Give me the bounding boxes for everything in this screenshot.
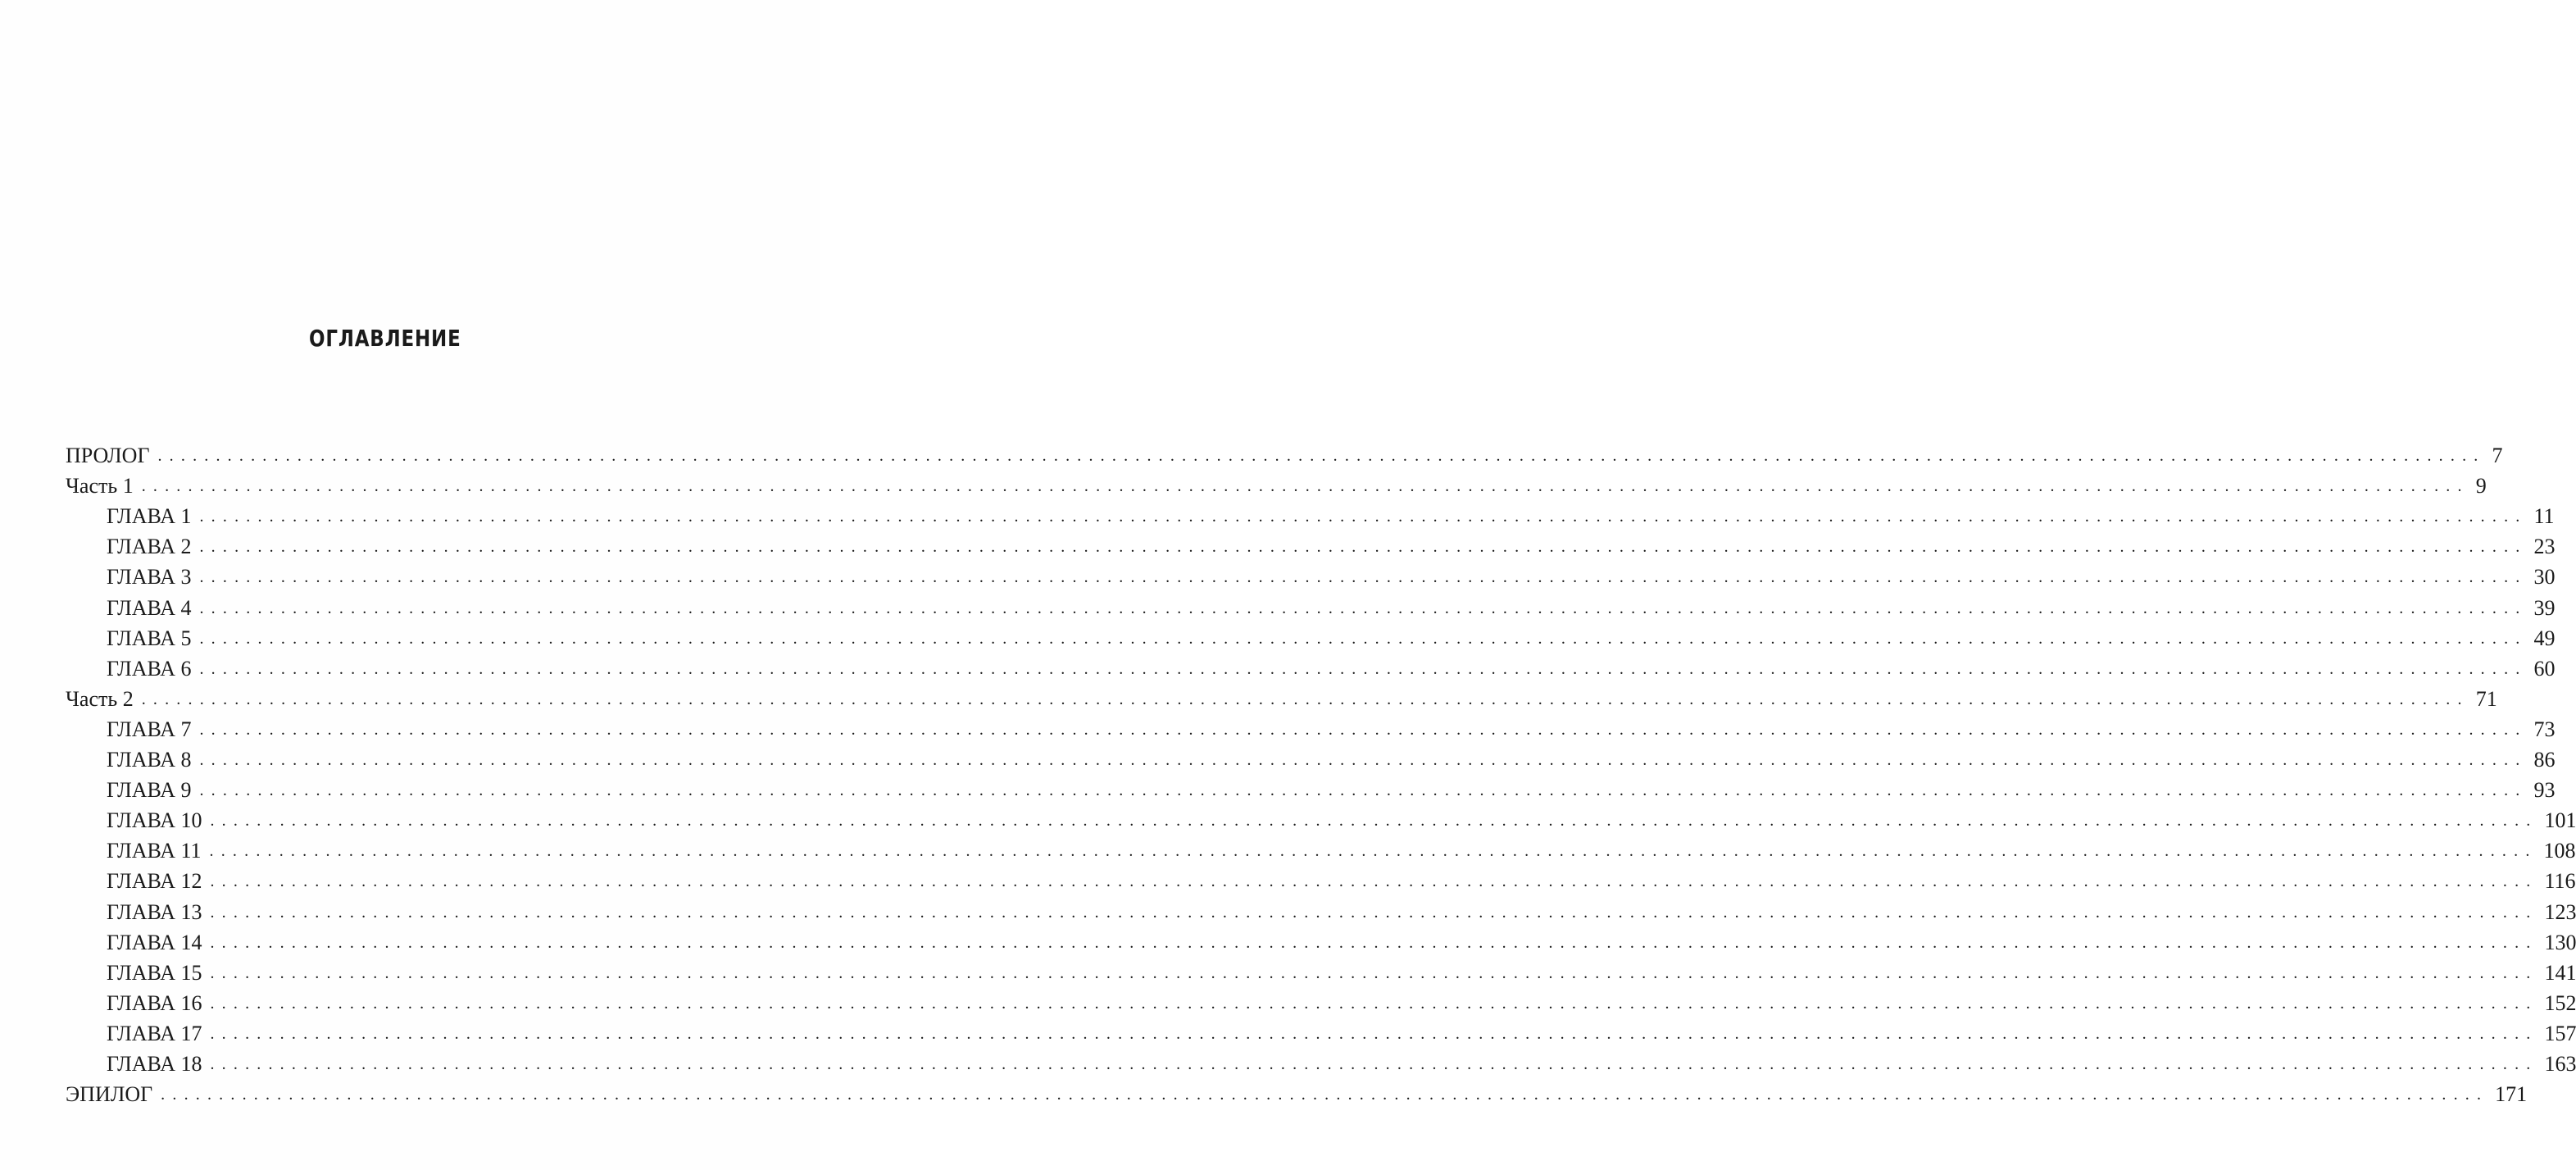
dot-leader: ........................................................................................................................................................................................................: [199, 781, 2528, 799]
toc-entry: [107, 776, 2556, 805]
toc-entry-page-number: 9: [2475, 474, 2487, 498]
toc-entry-page-number: 152: [2544, 991, 2576, 1015]
toc-entry: [66, 471, 2487, 501]
dot-leader: ........................................................................................................................................................................................................: [210, 995, 2538, 1013]
toc-entry-page-number: 157: [2544, 1022, 2576, 1045]
toc-entry-label: ГЛАВА 2: [107, 535, 192, 558]
dot-leader: ........................................................................................................................................................................................................: [199, 721, 2528, 739]
dot-leader: ........................................................................................................................................................................................................: [199, 599, 2528, 617]
dot-leader: ........................................................................................................................................................................................................: [209, 842, 2537, 860]
toc-entry-label: ГЛАВА 15: [107, 961, 202, 985]
toc-entry-page-number: 171: [2495, 1082, 2528, 1106]
dot-leader: ........................................................................................................................................................................................................: [199, 630, 2528, 648]
toc-entry: [107, 745, 2556, 775]
toc-entry: [66, 441, 2503, 471]
toc-entry-label: Часть 1: [66, 474, 134, 498]
dot-leader: ........................................................................................................................................................................................................: [141, 690, 2469, 708]
toc-entry-label: ГЛАВА 4: [107, 596, 192, 620]
toc-entry: [107, 836, 2576, 866]
toc-entry-label: ГЛАВА 3: [107, 565, 192, 589]
dot-leader: ........................................................................................................................................................................................................: [210, 934, 2538, 952]
toc-entry: [107, 867, 2576, 896]
toc-entry-label: ГЛАВА 7: [107, 717, 192, 741]
toc-entry: [107, 1049, 2576, 1079]
toc-entry-label: ПРОЛОГ: [66, 444, 150, 467]
toc-entry: [107, 532, 2556, 562]
dot-leader: ........................................................................................................................................................................................................: [210, 812, 2538, 830]
toc-entry: [107, 562, 2556, 592]
toc-entry: [107, 624, 2556, 653]
dot-leader: ........................................................................................................................................................................................................: [210, 1055, 2538, 1073]
toc-entry-label: ГЛАВА 11: [107, 839, 202, 863]
toc-entry: [107, 654, 2556, 684]
toc-entry-page-number: 93: [2533, 778, 2556, 802]
toc-entry-page-number: 71: [2475, 687, 2497, 711]
dot-leader: ........................................................................................................................................................................................................: [210, 904, 2538, 922]
toc-entry-page-number: 101: [2544, 808, 2576, 832]
toc-entry-label: ЭПИЛОГ: [66, 1082, 153, 1106]
toc-entry-page-number: 86: [2533, 748, 2556, 772]
toc-entry-page-number: 108: [2543, 839, 2576, 863]
dot-leader: ........................................................................................................................................................................................................: [199, 751, 2528, 769]
toc-entry-page-number: 163: [2544, 1052, 2576, 1076]
dot-leader: ........................................................................................................................................................................................................: [210, 872, 2538, 890]
toc-entry-page-number: 130: [2544, 931, 2576, 954]
toc-entry-page-number: 49: [2533, 626, 2556, 650]
toc-entry-page-number: 11: [2533, 504, 2555, 528]
toc-entry: [66, 1080, 2528, 1109]
dot-leader: ........................................................................................................................................................................................................: [161, 1086, 2489, 1104]
dot-leader: ........................................................................................................................................................................................................: [210, 964, 2538, 982]
toc-entry-label: ГЛАВА 6: [107, 657, 192, 681]
toc-entry-label: Часть 2: [66, 687, 134, 711]
toc-entry-page-number: 116: [2544, 869, 2576, 893]
dot-leader: ........................................................................................................................................................................................................: [199, 538, 2528, 556]
dot-leader: ........................................................................................................................................................................................................: [157, 447, 2486, 465]
toc-entry-label: ГЛАВА 17: [107, 1022, 202, 1045]
toc-entry-label: ГЛАВА 1: [107, 504, 192, 528]
toc-entry-page-number: 60: [2533, 657, 2556, 681]
toc-entry-label: ГЛАВА 10: [107, 808, 202, 832]
toc-entry-label: ГЛАВА 13: [107, 900, 202, 924]
dot-leader: ........................................................................................................................................................................................................: [210, 1025, 2538, 1043]
toc-entry: [107, 958, 2576, 988]
toc-entry-label: ГЛАВА 18: [107, 1052, 202, 1076]
toc-entry-page-number: 123: [2544, 900, 2576, 924]
toc-entry: [66, 685, 2497, 714]
dot-leader: ........................................................................................................................................................................................................: [199, 660, 2528, 678]
toc-entry: [107, 594, 2556, 623]
dot-leader: ........................................................................................................................................................................................................: [199, 568, 2528, 586]
page-title: ОГЛАВЛЕНИЕ: [309, 325, 461, 352]
toc-entry: [107, 502, 2555, 531]
toc-entry-label: ГЛАВА 12: [107, 869, 202, 893]
toc-entry-page-number: 73: [2533, 717, 2556, 741]
toc-entry: [107, 715, 2556, 744]
toc-entry-page-number: 39: [2533, 596, 2556, 620]
toc-entry-label: ГЛАВА 5: [107, 626, 192, 650]
toc-entry-page-number: 23: [2533, 535, 2556, 558]
toc-entry-label: ГЛАВА 8: [107, 748, 192, 772]
toc-entry: [107, 928, 2576, 958]
dot-leader: ........................................................................................................................................................................................................: [141, 477, 2469, 495]
toc-entry-label: ГЛАВА 16: [107, 991, 202, 1015]
toc-entry: [107, 1019, 2576, 1049]
toc-entry-page-number: 7: [2492, 444, 2503, 467]
toc-entry-label: ГЛАВА 14: [107, 931, 202, 954]
toc-entry-page-number: 30: [2533, 565, 2556, 589]
toc-entry-page-number: 141: [2544, 961, 2576, 985]
toc-entry: [107, 898, 2576, 927]
toc-entry: [107, 989, 2576, 1018]
toc-entry-label: ГЛАВА 9: [107, 778, 192, 802]
dot-leader: ........................................................................................................................................................................................................: [199, 508, 2528, 526]
toc-entry: [107, 806, 2576, 835]
